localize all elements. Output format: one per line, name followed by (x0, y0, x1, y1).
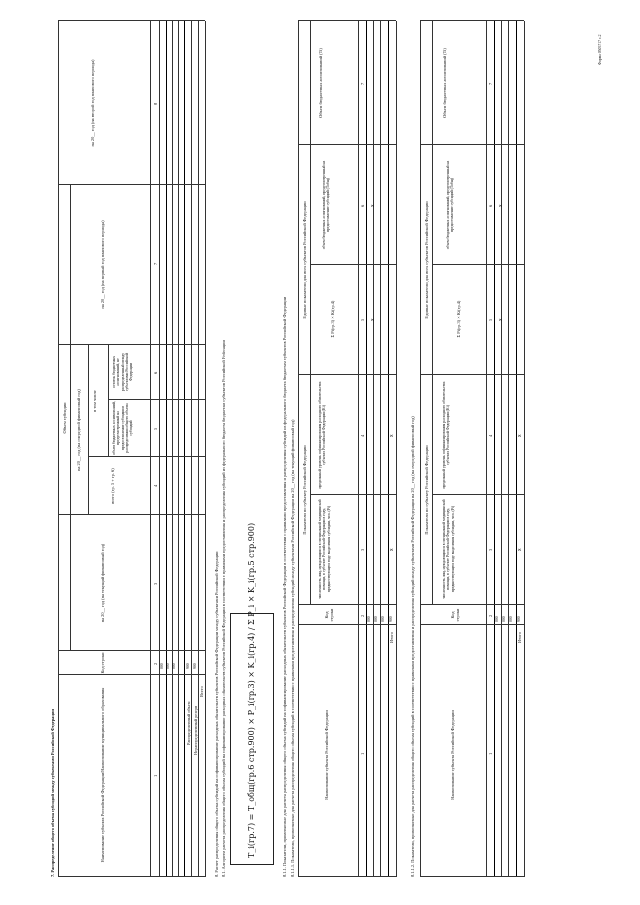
t1-num-4: 4 (153, 484, 158, 487)
t2-col-pi: численность лиц, нуждающихся в специальной медицинской помощи, в субъекте Российской Федерации в году, предшествующем году выделения субсидии, чел. (Pi) (318, 499, 331, 599)
t1-col-sub2: остаток бюджетных ассигнований, не распределенный между субъектами Российской Федерации (112, 352, 134, 392)
t2-col-code: Код строки (324, 608, 335, 622)
t2-code-1: 000 (367, 616, 371, 622)
t2-code-4: 900 (389, 616, 393, 622)
t1-num-1: 1 (153, 774, 158, 777)
t3-col-pi: численность лиц, нуждающихся в специальной медицинской помощи, в субъекте Российской Федерации в году, предшествующем году выделения субсидии, чел. (Pi) (442, 499, 455, 599)
t3-col-code: Код строки (450, 608, 461, 622)
t1-col-name: Наименование субъекта Российской Федерации/Наименование муниципального образования (100, 687, 105, 863)
t1-col-total: всего (гр. 5 + гр. 6) (110, 468, 115, 504)
t1-num-8: 8 (153, 102, 158, 105)
t1-code-2: 000 (166, 663, 170, 669)
section8112-title: 8.1.1.2. Показатели, применяемые для расчета распределения общего объема субсидий в соответствии с правилами предоставления и распределения субсидий между субъектами Российской Федерации на 20__ год (на очередной финансовый год) (410, 416, 415, 877)
t1-num-6: 6 (153, 371, 158, 374)
t3-code-4: 900 (517, 616, 521, 622)
t2-col-total: объем бюджетных ассигнований, предусмотренный на предоставление субсидий (Тобщ) (322, 160, 331, 250)
section7-title: 7. Распределение общего объема субсидий между субъектами Российской Федерации (50, 709, 55, 877)
t2-code-2: 000 (374, 616, 378, 622)
t2-group-a: Показатели по субъекту Российской Федерации (302, 445, 307, 535)
t3-num-3: 3 (488, 548, 493, 551)
t2-x-total: x (370, 204, 376, 207)
t1-num-7: 7 (153, 262, 158, 265)
t2-x-pi: x (389, 548, 395, 551)
t3-x-ki: x (517, 434, 523, 437)
t2-num-1: 1 (360, 752, 365, 755)
t2-col-sum: Σ Pi(гр.3) × Ki(гр.4) (330, 300, 335, 338)
t1-row-total: Всего (199, 686, 204, 697)
t3-group-b: Единые показатели для всех субъектов Российской Федерации (424, 201, 429, 319)
t2-num-6: 6 (360, 204, 365, 207)
t2-col-ki: предельный уровень софинансирования расходного обязательства субъекта Российской Федерации (Ki) (318, 381, 327, 489)
t3-code-3: 000 (509, 616, 513, 622)
t2-group-b: Единые показатели для всех субъектов Российской Федерации (302, 201, 307, 319)
t3-col-name: Наименование субъекта Российской Федерации (450, 710, 455, 800)
t1-code-5: 900 (193, 663, 197, 669)
t1-code-3: 000 (172, 663, 176, 669)
t1-col-y4: на 20__ год (на второй год планового периода) (90, 59, 95, 147)
t1-num-2: 2 (153, 662, 158, 665)
t2-code-3: 000 (381, 616, 385, 622)
t3-num-2: 2 (488, 614, 493, 617)
form-code: Форма 0505717 с.2 (598, 34, 602, 65)
t3-num-5: 5 (488, 318, 493, 321)
t2-num-5: 5 (360, 318, 365, 321)
t1-col-y2: на 20__ год (на очередной финансовый год) (76, 389, 81, 471)
t1-group-total: Объем субсидии (62, 402, 67, 434)
t2-col-ti: Объем бюджетных ассигнований (Ti) (318, 48, 323, 118)
t2-x-ki: x (389, 434, 395, 437)
t3-group-a: Показатели по субъекту Российской Федерации (424, 445, 429, 535)
t2-row-total: Итого (389, 631, 394, 643)
t3-col-total: объем бюджетных ассигнований, предусмотренный на предоставление субсидий (Тобщ) (446, 160, 455, 250)
t3-x-sum: x (498, 318, 504, 321)
t1-col-incl: в том числе (92, 390, 97, 412)
t3-code-1: 000 (495, 616, 499, 622)
t3-col-ti: Объем бюджетных ассигнований (Ti) (442, 48, 447, 118)
t1-code-1: 000 (160, 663, 164, 669)
t2-num-7: 7 (360, 82, 365, 85)
t3-col-sum: Σ Pi(гр.3) × Ki(гр.4) (456, 300, 461, 338)
t3-col-ki: предельный уровень софинансирования расходного обязательства субъекта Российской Федерации (Ki) (442, 381, 451, 489)
t3-code-2: 000 (502, 616, 506, 622)
t3-x-total: x (498, 204, 504, 207)
section8111-title: 8.1.1.1. Показатели, применяемые для расчета распределения общего объема субсидий в соответствии с правилами предоставления и распределения субсидий между субъектами Российской Федерации на 20__ год (на текущий финансовый год) (290, 419, 295, 877)
t2-num-2: 2 (360, 614, 365, 617)
t3-row-total: Итого (517, 631, 522, 643)
section81-title: 8.1. Алгоритм расчета распределения общего объема субсидий на софинансирование расходных обязательств субъектов Российской Федерации в соответствии с правилами предоставления и распределения субсидий из федерального бюджета бюджетам субъектов Российской Federации (221, 340, 226, 877)
t2-col-name: Наименование субъекта Российской Федерации (324, 710, 329, 800)
t2-x-sum: x (370, 318, 376, 321)
allocation-formula: T_i(гр.7) = T_общ(гр.6 стр.900) × P_i(гр.3) × K_i(гр.4) / Σ P_i × K_i(гр.5 стр.900) (247, 522, 256, 858)
t1-num-5: 5 (153, 427, 158, 430)
t2-num-3: 3 (360, 548, 365, 551)
t2-num-4: 4 (360, 434, 365, 437)
t1-col-y1: на 20__ год (на текущий финансовый год) (100, 543, 105, 623)
t1-code-4: 900 (186, 663, 190, 669)
section8-title: 8. Расчет распределения общего объема субсидий на софинансирование расходных обязательств субъектов Российской Федерации между субъектами Российской Федерации (214, 551, 219, 877)
t3-x-pi: x (517, 548, 523, 551)
section811-title: 8.1.1. Показатели, применяемые для расчета распределения общего объема субсидий на софинансирование расходных обязательств субъектов Российской Федерации в соответствии с правилами предоставления и распределения субсидий из федерального бюджета бюджетам субъектов Российской Федерации (282, 296, 287, 877)
t1-col-code: Код строки (100, 652, 105, 674)
t1-col-y3: на 20__ год (на первый год планового периода) (100, 220, 105, 309)
t3-num-1: 1 (488, 752, 493, 755)
formula-box (230, 522, 274, 865)
t1-num-3: 3 (153, 582, 158, 585)
t3-num-7: 7 (488, 82, 493, 85)
t1-row-reserve: Распределенный объем (186, 701, 191, 745)
t3-num-6: 6 (488, 204, 493, 207)
t1-row-unallocated: Нераспределенный резерв (193, 705, 198, 755)
t1-col-sub1: объем бюджетных ассигнований, предусмотренный на предоставление субсидии в распределении общего объема субсидий (112, 401, 134, 455)
t3-num-4: 4 (488, 434, 493, 437)
